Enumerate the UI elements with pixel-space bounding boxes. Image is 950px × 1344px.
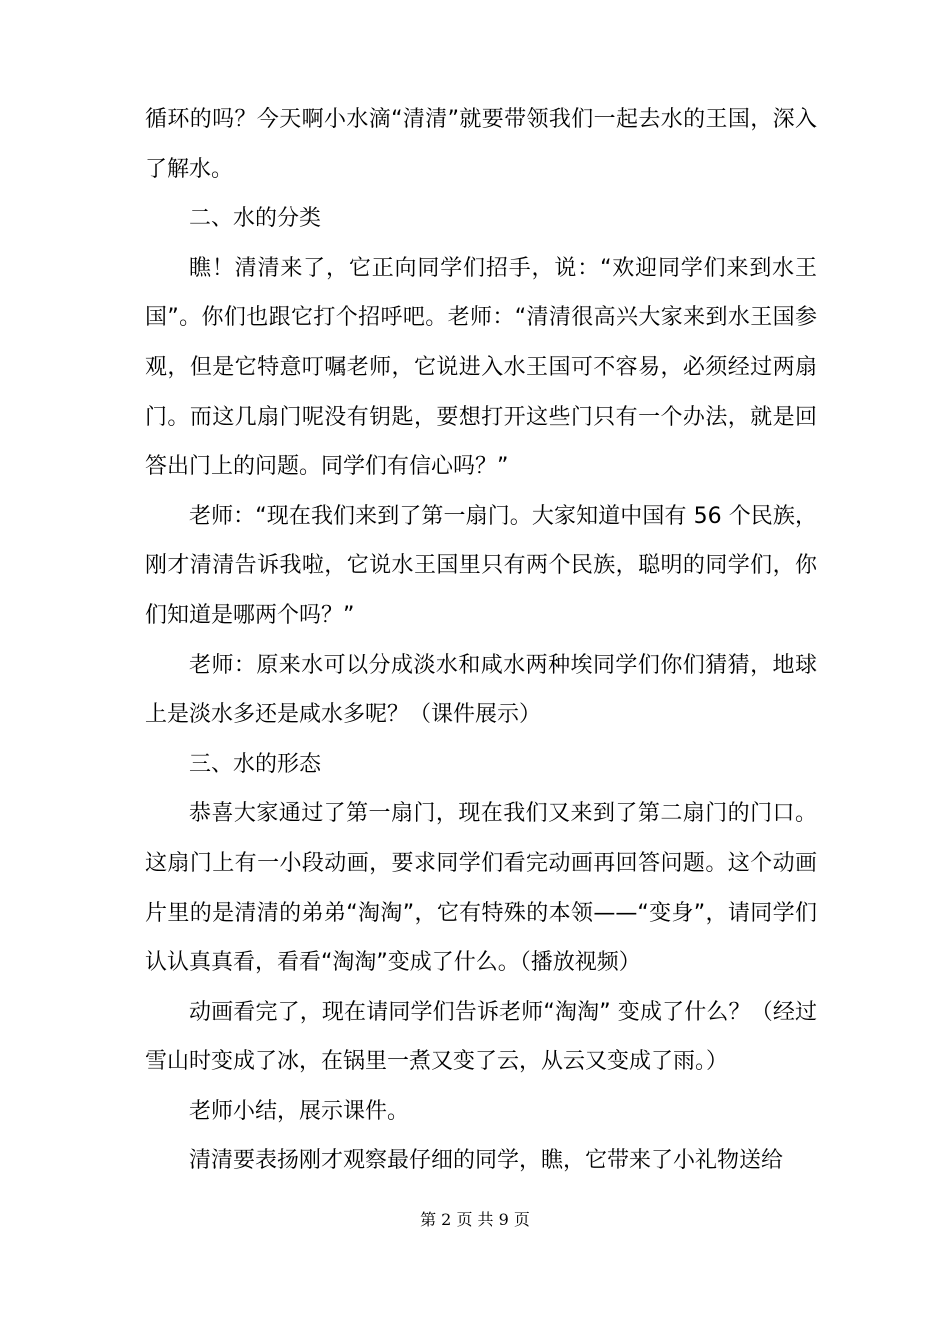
page-number-footer: 第 2 页 共 9 页 — [420, 1210, 530, 1229]
paragraph-praise: 清清要表扬刚才观察最仔细的同学，瞧，它带来了小礼物送给 — [189, 1148, 784, 1174]
paragraph-second-door: 恭喜大家通过了第一扇门，现在我们又来到了第二扇门的门口。这扇门上有一小段动画，要求同学们看完动画再回答问题。这个动画片里的是清清的弟弟“淘淘”，它有特殊的本领——“变身”，请同学们认认真真看，看看“淘淘”变成了什么。（播放视频） — [145, 801, 817, 976]
paragraph-qingqing-greeting: 瞧！清清来了，它正向同学们招手，说：“欢迎同学们来到水王国”。你们也跟它打个招呼吧。老师：“清清很高兴大家来到水王国参观，但是它特意叮嘱老师，它说进入水王国可不容易，必须经过两扇门。而这几扇门呢没有钥匙，要想打开这些门只有一个办法，就是回答出门上的问题。同学们有信心吗？” — [145, 255, 817, 480]
paragraph-first-door: 老师：“现在我们来到了第一扇门。大家知道中国有 56 个民族，刚才清清告诉我啦，它说水王国里只有两个民族，聪明的同学们，你们知道是哪两个吗？” — [145, 503, 817, 628]
document-body — [145, 95, 817, 1186]
section-heading-water-forms: 三、水的形态 — [189, 751, 322, 777]
paragraph-fresh-salt-water: 老师：原来水可以分成淡水和咸水两种埃同学们你们猜猜，地球上是淡水多还是咸水多呢？（课件展示） — [145, 652, 817, 728]
section-heading-water-classification: 二、水的分类 — [189, 206, 322, 232]
paragraph-taotao-transform: 动画看完了，现在请同学们告诉老师“淘淘” 变成了什么？（经过雪山时变成了冰，在锅里一煮又变了云，从云又变成了雨。） — [145, 999, 817, 1075]
paragraph-continued: 循环的吗？今天啊小水滴“清清”就要带领我们一起去水的王国，深入了解水。 — [145, 107, 817, 182]
paragraph-teacher-summary: 老师小结，展示课件。 — [189, 1098, 410, 1124]
